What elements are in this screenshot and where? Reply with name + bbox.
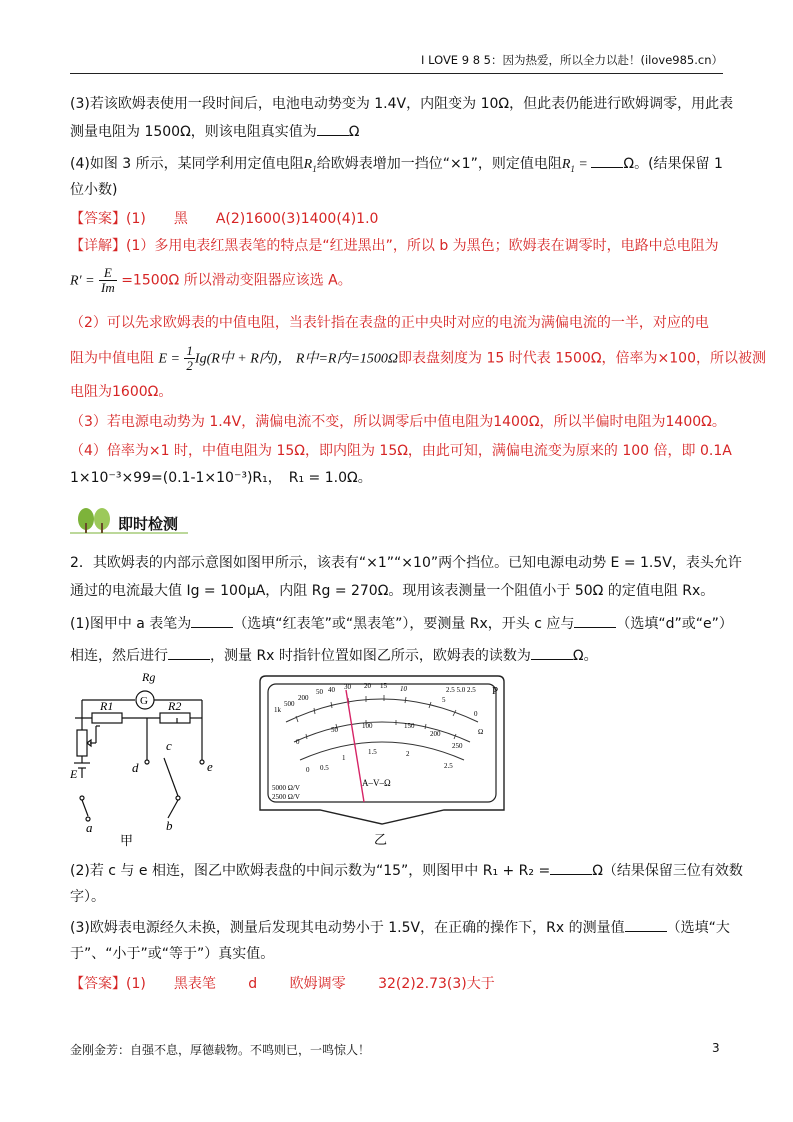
meter-dial	[256, 672, 508, 850]
q2-line-1: 2．其欧姆表的内部示意图如图甲所示，该表有“×1”“×10”两个挡位。已知电源电动势 E = 1.5V，表头允许	[70, 555, 742, 571]
q2-line-2: 通过的电流最大值 Ig = 100μA，内阻 Rg = 270Ω。现用该表测量一个阻值小于 50Ω 的定值电阻 Rx。	[70, 583, 715, 599]
q4-line-1	[70, 153, 723, 179]
answer-1	[70, 209, 378, 229]
label-a: a	[86, 820, 93, 835]
answer-text: (1) 黑 A(2)1600(3)1400(4)1.0	[126, 211, 379, 227]
label-r2: R2	[168, 699, 182, 713]
fraction-e-im: $\frac{E}{Im}$	[101, 265, 115, 295]
low-tick-2: 2	[406, 750, 410, 758]
q2-text-7a: (3)欧姆表电源经久未换，测量后发现其电动势小于 1.5V，在正确的操作下，Rx 的测量值	[70, 920, 625, 936]
q4-text-c: Ω。(结果保留 1	[623, 156, 723, 172]
ohm-tick-50: 50	[316, 688, 323, 696]
q4-text-a: (4)如图 3 所示，某同学利用定值电阻	[70, 156, 304, 172]
r1-symbol-2: $R_1$ =	[561, 157, 592, 174]
q2-line-3	[70, 613, 733, 634]
ig-expr: Ig(R中 + R内)，	[194, 351, 292, 367]
detail-line-5: 电阻为1600Ω。	[70, 384, 173, 400]
detail-line-1	[70, 236, 719, 256]
q2-text-3b: （选填“红表笔”或“黑表笔”），要测量 Rx，开头 c 应与	[233, 616, 575, 632]
q2-line-7	[70, 917, 730, 938]
page-footer: 金刚金芳：自强不息，厚德载物。不鸣则已，一鸣惊人！	[70, 1043, 371, 1057]
mid-tick-100: 100	[362, 722, 373, 730]
detail-line-6: （3）若电源电动势为 1.4V，满偏电流不变，所以调零后中值电阻为1400Ω，所以半偏时电阻为1400Ω。	[70, 414, 726, 430]
ohm-tick-200: 200	[298, 694, 309, 702]
mid-tick-150: 150	[404, 722, 415, 730]
q2-line-6: 字）。	[70, 889, 105, 905]
q4-answer-blank[interactable]	[591, 153, 623, 168]
caption-jia: 甲	[120, 833, 134, 848]
detail-text-1: (1）多用电表红黑表笔的特点是“红进黑出”，所以 b 为黑色；欧姆表在调零时，电路中总电阻为	[126, 238, 719, 254]
mid-tick-250: 250	[452, 742, 463, 750]
r-mid-eq: R中=R内=1500Ω	[295, 351, 399, 367]
center-label: A–V–Ω	[362, 778, 391, 788]
detail-text-2: =1500Ω 所以滑动变阻器应该选 A。	[121, 272, 352, 289]
answer-2-text: (1) 黑表笔 d 欧姆调零 32(2)2.73(3)大于	[126, 976, 495, 992]
ohm-tick-40: 40	[328, 686, 335, 694]
q4-line-2: 位小数)	[70, 182, 118, 198]
q4-text-b: 给欧姆表增加一挡位“×1”，则定值电阻	[316, 156, 562, 172]
q2-blank-4[interactable]	[531, 645, 573, 660]
ohm-tick-1k: 1k	[274, 706, 281, 714]
q2-blank-2[interactable]	[574, 613, 616, 628]
answer-2-tag: 【答案】	[70, 976, 126, 992]
q2-blank-5[interactable]	[550, 860, 592, 875]
ohm-tick-0: 0	[474, 710, 478, 718]
detail-line-2	[70, 266, 352, 295]
circuit-diagram	[70, 668, 240, 850]
q2-text-5a: (2)若 c 与 e 相连，图乙中欧姆表盘的中间示数为“15”，则图甲中 R₁ + R₂ =	[70, 863, 551, 879]
detail-tag: 【详解】	[70, 238, 126, 254]
q2-blank-3[interactable]	[168, 645, 210, 660]
ohm-tick-10: 10	[400, 685, 407, 693]
q2-line-8: 于”、“小于”或“等于”）真实值。	[70, 946, 275, 962]
header-divider	[70, 73, 723, 74]
q2-text-4a: 相连，然后进行	[70, 648, 168, 664]
r1-symbol: $R_1$	[303, 157, 317, 174]
detail-text-4e: 即表盘刻度为 15 时代表 1500Ω，倍率为×100，所以被测	[398, 350, 766, 367]
label-r1: R1	[100, 699, 114, 713]
q3-line-2	[70, 121, 359, 142]
label-c: c	[166, 738, 172, 753]
top-right-scale: 2.5 5.0 2.5	[446, 686, 476, 694]
label-b: b	[166, 818, 173, 833]
low-tick-2-5: 2.5	[444, 762, 453, 770]
q3-answer-blank[interactable]	[317, 121, 349, 136]
answer-2	[70, 974, 495, 994]
mid-tick-0: 0	[296, 738, 300, 746]
detail-line-4	[70, 344, 766, 373]
low-tick-0-5: 0.5	[320, 764, 329, 772]
label-g: G	[140, 695, 148, 707]
ohm-tick-5: 5	[442, 696, 446, 704]
ohm-tick-15: 15	[380, 682, 387, 690]
ohm-tick-30: 30	[344, 683, 351, 691]
e-eq: E =	[158, 351, 180, 367]
label-e-terminal: e	[207, 759, 213, 774]
label-d: d	[132, 760, 139, 775]
q2-line-5	[70, 860, 743, 881]
page-header: I LOVE 9 8 5：因为热爱，所以全力以赴！(ilove985.cn）	[421, 53, 723, 67]
label-p: P	[492, 685, 499, 697]
q2-text-7b: （选填“大	[666, 920, 730, 936]
answer-tag: 【答案】	[70, 211, 126, 227]
q2-text-3c: （选填“d”或“e”）	[616, 616, 733, 632]
ohm-tick-20: 20	[364, 682, 371, 690]
ohm-tick-500: 500	[284, 700, 295, 708]
q2-text-3a: (1)图甲中 a 表笔为	[70, 616, 192, 632]
q3-text: 测量电阻为 1500Ω，则该电阻真实值为	[70, 124, 317, 140]
detail-line-8: 1×10⁻³×99=(0.1-1×10⁻³)R₁， R₁ = 1.0Ω。	[70, 470, 372, 486]
q2-blank-1[interactable]	[191, 613, 233, 628]
low-tick-1-5: 1.5	[368, 748, 377, 756]
detail-line-3: （2）可以先求欧姆表的中值电阻，当表针指在表盘的正中央时对应的电流为满偏电流的一半，对应的电	[70, 315, 709, 331]
label-omega: Ω	[478, 728, 484, 736]
mid-tick-50: 50	[331, 726, 338, 734]
sensitivity-5000: 5000 Ω/V	[272, 784, 300, 792]
page-number: 3	[712, 1041, 720, 1055]
label-rg: Rg	[142, 670, 156, 684]
q2-blank-6[interactable]	[625, 917, 667, 932]
mid-tick-200: 200	[430, 730, 441, 738]
q2-text-5b: Ω（结果保留三位有效数	[592, 863, 743, 879]
fraction-half: $\frac{1}{2}$	[186, 343, 193, 373]
r-prime: R′ =	[70, 273, 95, 289]
caption-yi: 乙	[374, 832, 388, 847]
label-e: E	[70, 767, 78, 781]
low-tick-0: 0	[306, 766, 310, 774]
q2-text-4c: Ω。	[572, 648, 598, 664]
detail-text-4a: 阻为中值电阻	[70, 350, 154, 367]
detail-line-7: （4）倍率为×1 时，中值电阻为 15Ω，即内阻为 15Ω，由此可知，满偏电流变为原来的 100 倍，即 0.1A	[70, 443, 732, 459]
q3-line-1: (3)若该欧姆表使用一段时间后，电池电动势变为 1.4V，内阻变为 10Ω，但此表仍能进行欧姆调零，用此表	[70, 96, 734, 112]
q2-line-4	[70, 645, 598, 666]
q2-text-4b: ，测量 Rx 时指针位置如图乙所示，欧姆表的读数为	[210, 648, 531, 664]
section-title: 即时检测	[118, 515, 179, 533]
q3-unit: Ω	[348, 124, 360, 140]
sensitivity-2500: 2500 Ω/V	[272, 793, 300, 801]
low-tick-1: 1	[342, 754, 346, 762]
